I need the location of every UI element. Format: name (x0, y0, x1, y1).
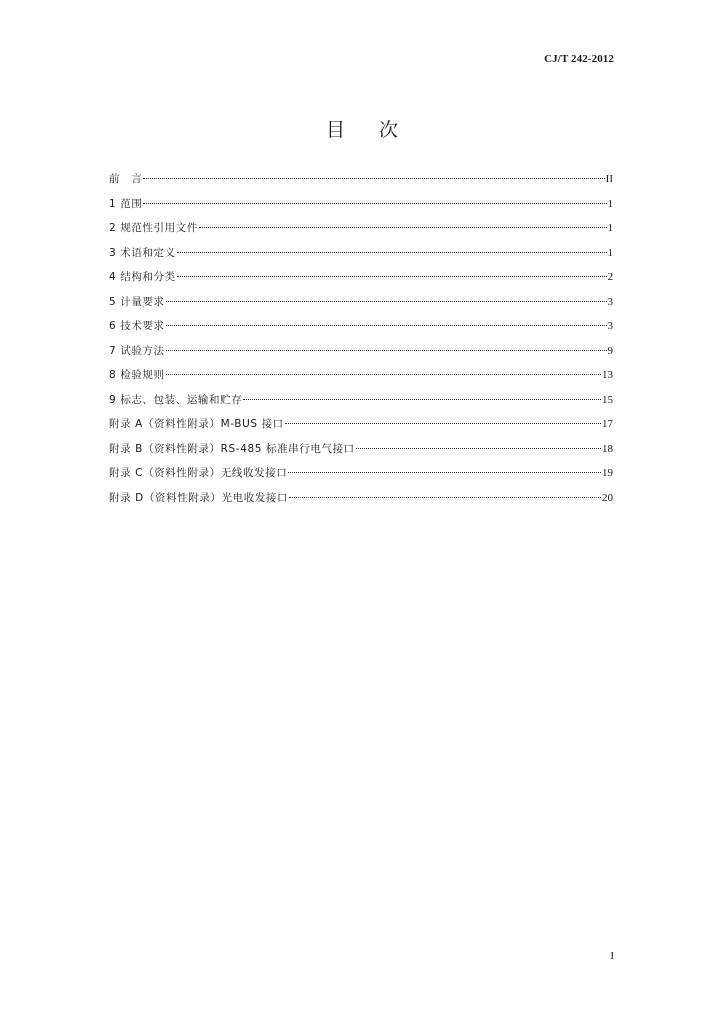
toc-entry-page: 1 (607, 222, 613, 234)
toc-entry-label: 附录 B（资料性附录）RS-485 标准串行电气接口 (109, 442, 355, 455)
toc-entry-page: 3 (607, 320, 613, 332)
page-number: I (610, 950, 614, 962)
toc-entry-label: 3 术语和定义 (109, 246, 176, 259)
toc-entry-appendix-c[interactable] (109, 466, 613, 491)
toc-entry-scope[interactable] (109, 197, 613, 222)
toc-entry-metrological-requirements[interactable] (109, 295, 613, 320)
dot-leader (166, 301, 607, 302)
toc-entry-page: 15 (602, 393, 613, 406)
toc-entry-label: 附录 D（资料性附录）光电收发接口 (109, 491, 289, 504)
dot-leader (356, 448, 601, 449)
toc-entry-technical-requirements[interactable] (109, 319, 613, 344)
toc-entry-label: 4 结构和分类 (109, 271, 176, 283)
dot-leader (177, 276, 607, 277)
dot-leader (143, 178, 604, 179)
dot-leader (288, 472, 601, 473)
table-of-contents (109, 172, 613, 515)
toc-entry-page: 1 (607, 246, 613, 259)
toc-entry-page: 19 (602, 467, 613, 479)
dot-leader (289, 497, 601, 498)
toc-entry-page: 17 (602, 418, 613, 430)
toc-entry-marking-packaging[interactable] (109, 393, 613, 418)
toc-entry-foreword[interactable] (109, 172, 613, 197)
toc-entry-test-methods[interactable] (109, 344, 613, 369)
toc-entry-appendix-b[interactable] (109, 442, 613, 467)
page-title: 目 次 (325, 119, 413, 141)
toc-entry-label: 5 计量要求 (109, 295, 165, 308)
toc-entry-inspection-rules[interactable] (109, 368, 613, 393)
toc-entry-page: 9 (607, 344, 613, 357)
toc-entry-appendix-d[interactable] (109, 491, 613, 516)
standard-code: CJ/T 242-2012 (544, 53, 614, 65)
toc-entry-appendix-a[interactable] (109, 417, 613, 442)
toc-entry-page: 2 (607, 271, 613, 283)
toc-entry-label: 附录 C（资料性附录）无线收发接口 (109, 467, 288, 479)
toc-entry-label: 9 标志、包装、运输和贮存 (109, 393, 243, 406)
toc-entry-structure-classification[interactable] (109, 270, 613, 295)
dot-leader (166, 374, 601, 375)
toc-entry-label: 8 检验规则 (109, 369, 165, 381)
dot-leader (143, 203, 606, 204)
dot-leader (166, 350, 607, 351)
dot-leader (243, 399, 601, 400)
toc-entry-label: 前 言 (109, 173, 143, 185)
toc-entry-page: II (605, 173, 613, 185)
toc-entry-page: 1 (607, 197, 613, 210)
toc-entry-page: 18 (602, 442, 613, 455)
toc-entry-label: 7 试验方法 (109, 344, 165, 357)
dot-leader (285, 423, 601, 424)
toc-entry-label: 2 规范性引用文件 (109, 222, 198, 234)
toc-entry-label: 附录 A（资料性附录）M-BUS 接口 (109, 418, 284, 430)
dot-leader (199, 227, 607, 228)
toc-entry-page: 3 (607, 295, 613, 308)
toc-entry-terms-definitions[interactable] (109, 246, 613, 271)
toc-entry-label: 6 技术要求 (109, 320, 165, 332)
toc-entry-normative-references[interactable] (109, 221, 613, 246)
toc-entry-label: 1 范围 (109, 197, 143, 210)
toc-entry-page: 20 (602, 491, 613, 504)
toc-entry-page: 13 (602, 369, 613, 381)
dot-leader (177, 252, 607, 253)
dot-leader (166, 325, 607, 326)
